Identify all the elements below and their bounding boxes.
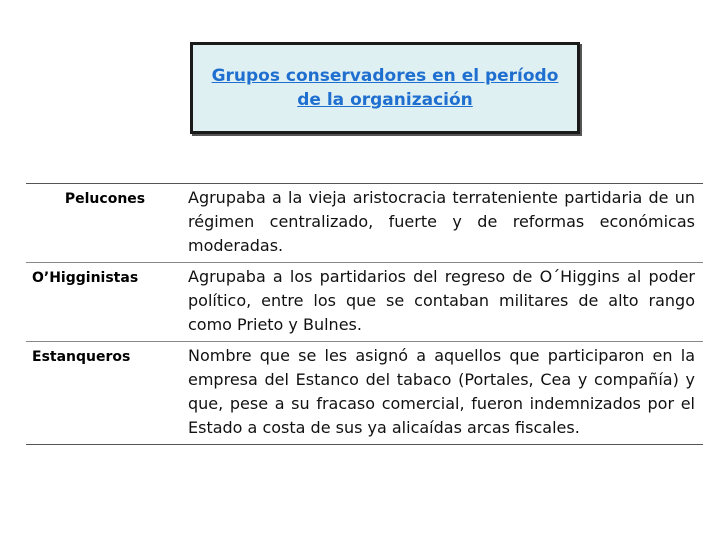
title-line-2: de la organización [297, 90, 473, 110]
group-name: O’Higginistas [26, 263, 182, 342]
group-description: Agrupaba a la vieja aristocracia terrateniente partidaria de un régimen centralizado, fuerte y de reformas económicas moderadas. [188, 188, 695, 255]
group-name: Pelucones [64, 191, 146, 207]
title-box [190, 42, 580, 134]
group-name: Estanqueros [26, 342, 182, 445]
groups-table [26, 183, 703, 445]
group-description: Nombre que se les asignó a aquellos que participaron en la empresa del Estanco del tabaco (Portales, Cea y compañía) y que, pese a su fracaso comercial, fueron indemnizados por el Estado a costa de sus ya alicaídas arcas fiscales. [182, 342, 703, 445]
table-row [26, 263, 703, 342]
slide-title [212, 64, 559, 112]
group-description: Agrupaba a los partidarios del regreso de O´Higgins al poder político, entre los que se contaban militares de alto rango como Prieto y Bulnes. [182, 263, 703, 342]
table-row [26, 184, 703, 263]
table-row [26, 342, 703, 445]
title-line-1: Grupos conservadores en el período [211, 66, 559, 86]
